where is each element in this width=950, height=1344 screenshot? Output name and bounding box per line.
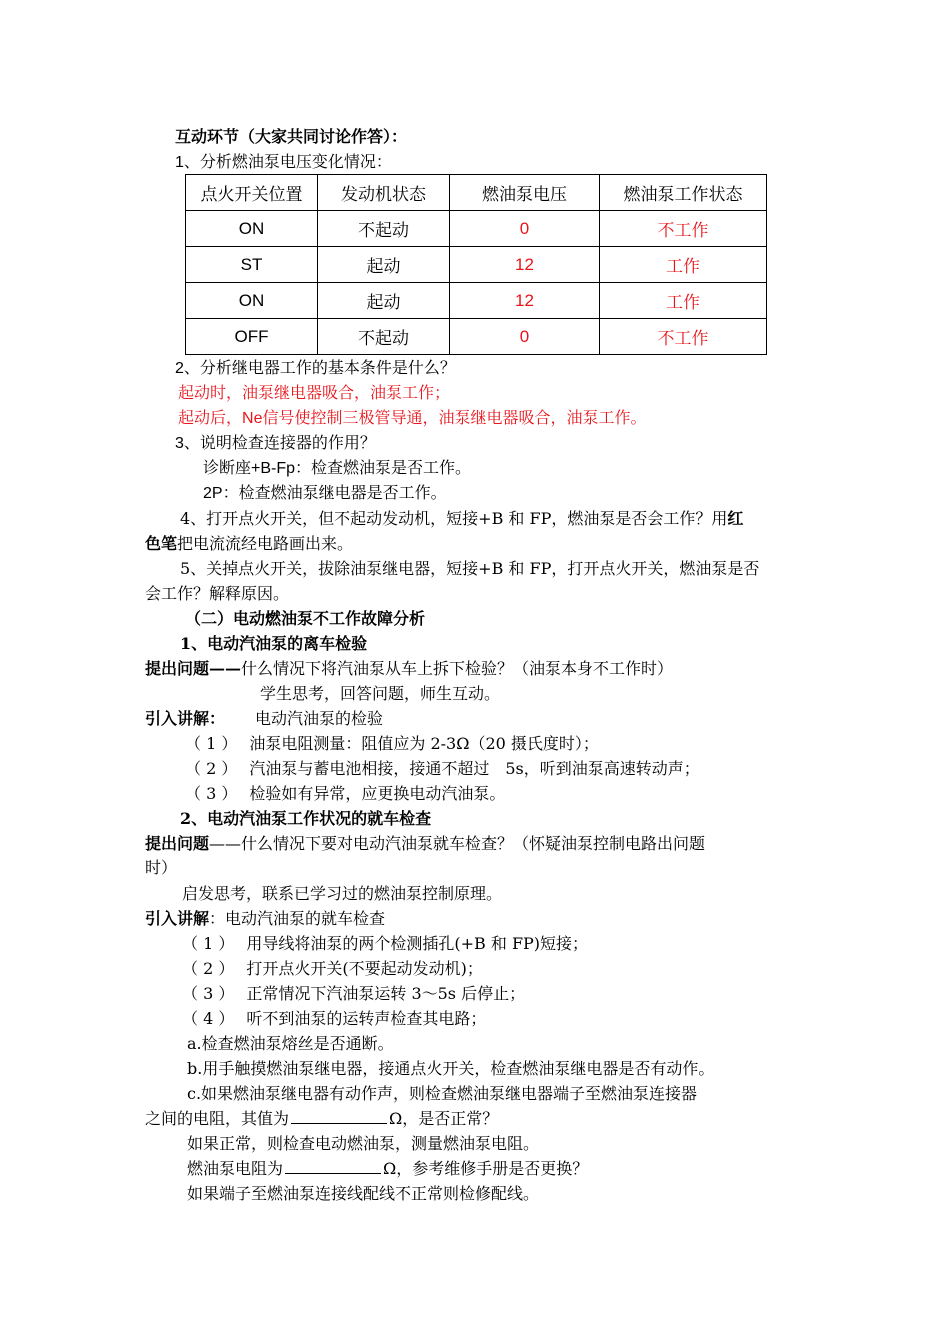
answer-3-code-2p: 2P (203, 485, 223, 502)
question-4-bold-pen: 色笔 (145, 534, 178, 553)
section-2-title: （二）电动燃油泵不工作故障分析 (185, 609, 426, 628)
table-cell: ON (186, 283, 318, 319)
check-c-line-2 (145, 1107, 498, 1131)
check-b: b.用手触摸燃油泵继电器，接通点火开关，检查燃油泵继电器是否有动作。 (187, 1059, 715, 1078)
step-text: 检验如有异常，应更换电动汽油泵。 (249, 784, 506, 803)
fuel-pump-voltage-table (185, 174, 767, 355)
table-header-cell: 燃油泵电压 (450, 175, 600, 211)
table-cell: 12 (450, 283, 600, 319)
question-2 (175, 356, 456, 380)
answer-2-prefix: 起动后， (178, 408, 243, 427)
table-cell: 不工作 (600, 211, 767, 247)
table-cell: OFF (186, 319, 318, 355)
table-cell: 不工作 (600, 319, 767, 355)
resistance-blank-2[interactable] (285, 1157, 381, 1174)
table-cell: 起动 (318, 283, 450, 319)
table-row (186, 319, 767, 355)
wiring-repair-line: 如果端子至燃油泵连接线配线不正常则检修配线。 (187, 1184, 540, 1203)
step-1-1 (185, 732, 599, 756)
step-text: 打开点火开关(不要起动发动机)； (246, 959, 483, 978)
step-2-1 (182, 932, 588, 956)
check-c-text-a: 之间的电阻，其值为 (145, 1109, 290, 1128)
table-cell: 12 (450, 247, 600, 283)
step-text: 油泵电阻测量：阻值应为 2-3Ω（20 摄氏度时）； (249, 734, 599, 753)
table-header-cell: 发动机状态 (318, 175, 450, 211)
step-text: 汽油泵与蓄电池相接，接通不超过 5s，听到油泵高速转动声； (249, 759, 700, 778)
question-2-text: 、分析继电器工作的基本条件是什么？ (183, 358, 456, 377)
question-2-number: 2 (175, 360, 184, 377)
pump-resistance-line (187, 1157, 588, 1181)
question-5-line-1: 5、关掉点火开关，拔除油泵继电器，短接+B 和 FP，打开点火开关，燃油泵是否 (180, 559, 760, 578)
question-4-line-1 (180, 507, 743, 531)
resistance-blank-1[interactable] (291, 1107, 387, 1124)
step-number: （ 4 ） (182, 1009, 235, 1028)
pump-resistance-text-a: 燃油泵电阻为 (187, 1159, 284, 1178)
ask-2 (145, 832, 705, 856)
answer-3-text: ：检查燃油泵是否工作。 (295, 458, 472, 477)
table-cell: 工作 (600, 247, 767, 283)
subsection-2-title: 2、电动汽油泵工作状况的就车检查 (180, 809, 432, 828)
answer-2-rest: 信号使控制三极管导通，油泵继电器吸合，油泵工作。 (262, 408, 647, 427)
step-1-2 (185, 757, 700, 781)
question-3-number: 3 (175, 435, 184, 452)
check-c-line-1: c.如果燃油泵继电器有动作声，则检查燃油泵继电器端子至燃油泵连接器 (187, 1084, 698, 1103)
question-4-rest: 把电流流经电路画出来。 (177, 534, 354, 553)
interactive-heading: 互动环节（大家共同讨论作答）： (175, 127, 408, 146)
answer-3-label: 诊断座 (203, 458, 252, 477)
step-number: （ 2 ） (182, 959, 235, 978)
intro-1 (145, 707, 383, 731)
table-cell: 0 (450, 319, 600, 355)
pump-resistance-text-b: Ω，参考维修手册是否更换？ (383, 1159, 589, 1178)
intro-2-label: 引入讲解 (145, 909, 210, 928)
table-header-cell: 点火开关位置 (186, 175, 318, 211)
step-number: （ 1 ） (185, 734, 238, 753)
question-4-line-2 (145, 532, 353, 556)
step-number: （ 1 ） (182, 934, 235, 953)
intro-1-text: 电动汽油泵的检验 (255, 709, 384, 728)
table-cell: 起动 (318, 247, 450, 283)
table-cell: ST (186, 247, 318, 283)
intro-1-label: 引入讲解： (145, 709, 226, 728)
step-text: 正常情况下汽油泵运转 3～5s 后停止； (246, 984, 526, 1003)
ask-2-text: ——什么情况下要对电动汽油泵就车检查？（怀疑油泵控制电路出问题 (209, 834, 706, 853)
question-1-number: 1 (175, 154, 184, 171)
table-row (186, 283, 767, 319)
question-1-text: 、分析燃油泵电压变化情况： (183, 152, 392, 171)
check-c-text-b: Ω，是否正常？ (389, 1109, 499, 1128)
table-row (186, 211, 767, 247)
question-4-bold-red: 红 (727, 509, 744, 528)
intro-2-text: ：电动汽油泵的就车检查 (209, 909, 386, 928)
table-cell: ON (186, 211, 318, 247)
table-header-cell: 燃油泵工作状态 (600, 175, 767, 211)
table-cell: 不起动 (318, 319, 450, 355)
table-header-row (186, 175, 767, 211)
answer-3-text-2: ：检查燃油泵继电器是否工作。 (222, 483, 447, 502)
subsection-1-title: 1、电动汽油泵的离车检验 (180, 634, 368, 653)
answer-2-ne: Ne (242, 410, 263, 427)
normal-check-line: 如果正常，则检查电动燃油泵，测量燃油泵电阻。 (187, 1134, 540, 1153)
question-4-text: 4、打开点火开关，但不起动发动机，短接+B 和 FP，燃油泵是否会工作？用 (180, 509, 728, 528)
table-row (186, 247, 767, 283)
step-2-3 (182, 982, 525, 1006)
answer-3-line-2 (203, 481, 447, 505)
step-number: （ 2 ） (185, 759, 238, 778)
answer-3-code: +B-Fp (251, 460, 296, 477)
intro-2 (145, 907, 385, 931)
step-number: （ 3 ） (185, 784, 238, 803)
question-5-line-2: 会工作？解释原因。 (145, 584, 290, 603)
think-1: 学生思考，回答问题，师生互动。 (260, 684, 501, 703)
step-2-4 (182, 1007, 486, 1031)
step-2-2 (182, 957, 483, 981)
step-number: （ 3 ） (182, 984, 235, 1003)
ask-2-label: 提出问题 (145, 834, 210, 853)
think-2: 启发思考，联系已学习过的燃油泵控制原理。 (182, 884, 503, 903)
ask-1 (145, 657, 673, 681)
question-3-text: 、说明检查连接器的作用？ (183, 433, 376, 452)
answer-2-line-2 (178, 406, 646, 430)
table-cell: 0 (450, 211, 600, 247)
step-text: 听不到油泵的运转声检查其电路； (246, 1009, 487, 1028)
answer-2-line-1: 起动时，油泵继电器吸合，油泵工作； (178, 383, 451, 402)
table-cell: 工作 (600, 283, 767, 319)
ask-2-continued: 时） (145, 858, 178, 877)
answer-3-line-1 (203, 456, 471, 480)
question-1 (175, 150, 392, 174)
check-a: a.检查燃油泵熔丝是否通断。 (187, 1034, 394, 1053)
step-1-3 (185, 782, 505, 806)
ask-1-text: 什么情况下将汽油泵从车上拆下检验？（油泵本身不工作时） (241, 659, 674, 678)
question-3 (175, 431, 376, 455)
table-cell: 不起动 (318, 211, 450, 247)
ask-1-label: 提出问题—— (145, 659, 242, 678)
step-text: 用导线将油泵的两个检测插孔(+B 和 FP)短接； (246, 934, 589, 953)
